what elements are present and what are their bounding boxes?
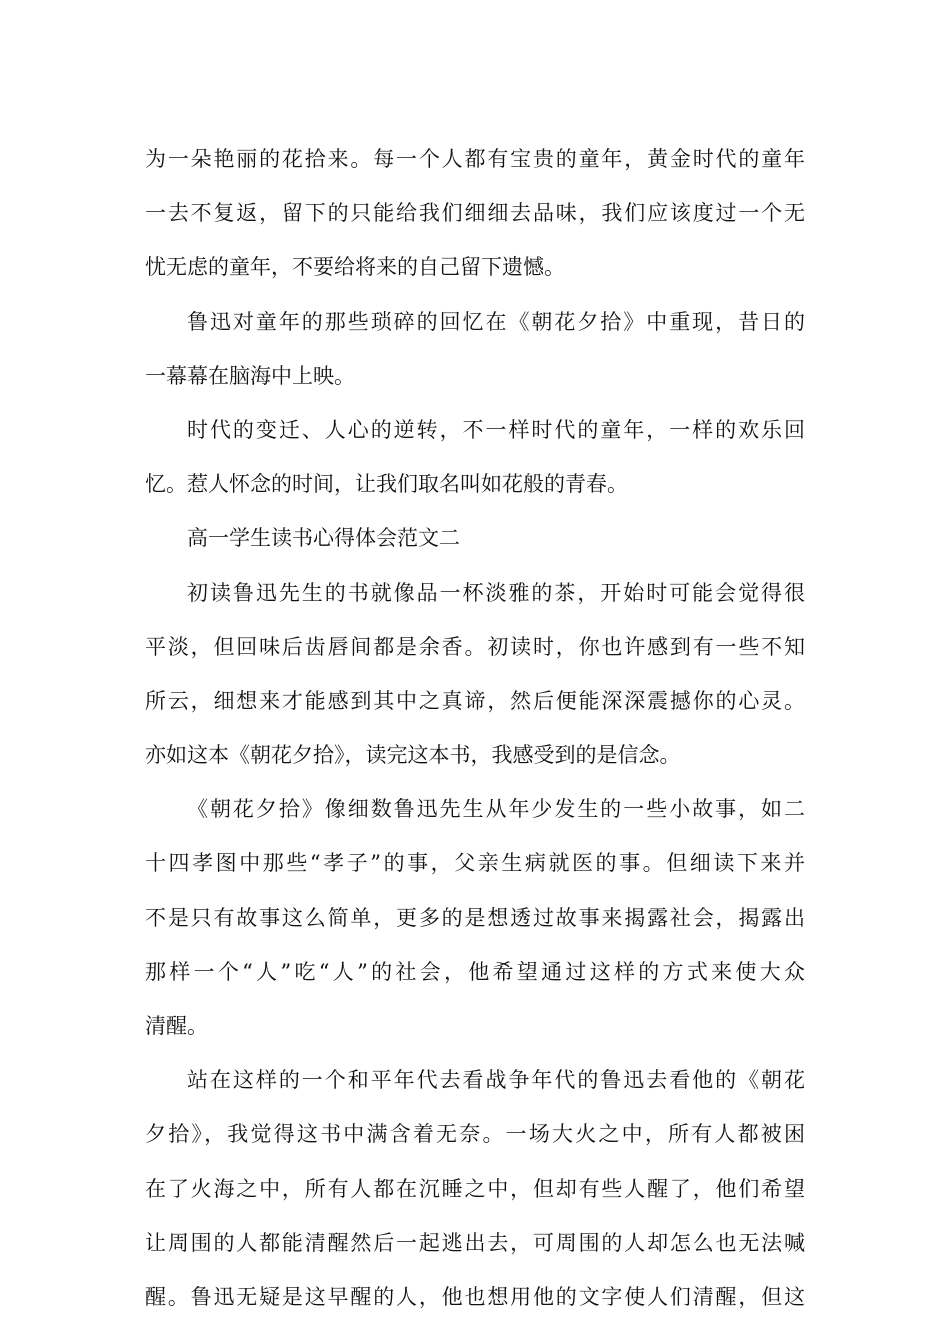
text-line: 时代的变迁、人心的逆转，不一样时代的童年，一样的欢乐回 bbox=[187, 417, 805, 442]
text-line: 初读鲁迅先生的书就像品一杯淡雅的茶，开始时可能会觉得很 bbox=[187, 580, 805, 605]
document-body bbox=[145, 132, 805, 1324]
text-line: 为一朵艳丽的花拾来。每一个人都有宝贵的童年，黄金时代的童年 bbox=[145, 147, 805, 171]
text-line: 高一学生读书心得体会范文二 bbox=[187, 526, 460, 551]
text-line: 站在这样的一个和平年代去看战争年代的鲁迅去看他的《朝花 bbox=[187, 1068, 805, 1093]
text-line: 让周围的人都能清醒然后一起逃出去，可周围的人却怎么也无法喊 bbox=[145, 1230, 805, 1255]
text-line: 亦如这本《朝花夕拾》，读完这本书，我感受到的是信念。 bbox=[145, 743, 681, 768]
text-line: 平淡，但回味后齿唇间都是余香。初读时，你也许感到有一些不知 bbox=[145, 634, 805, 659]
text-line: 一去不复返，留下的只能给我们细细去品味，我们应该度过一个无 bbox=[145, 201, 805, 226]
text-line: 忧无虑的童年，不要给将来的自己留下遗憾。 bbox=[145, 255, 565, 280]
text-line: 忆。惹人怀念的时间，让我们取名叫如花般的青春。 bbox=[145, 472, 628, 497]
text-line: 十四孝图中那些“孝子”的事，父亲生病就医的事。但细读下来并 bbox=[145, 851, 805, 876]
text-line: 所云，细想来才能感到其中之真谛，然后便能深深震撼你的心灵。 bbox=[145, 688, 805, 713]
text-line: 在了火海之中，所有人都在沉睡之中，但却有些人醒了，他们希望 bbox=[145, 1176, 805, 1201]
text-line: 一幕幕在脑海中上映。 bbox=[145, 363, 355, 388]
text-line: 鲁迅对童年的那些琐碎的回忆在《朝花夕拾》中重现，昔日的 bbox=[187, 309, 805, 334]
text-line: 清醒。 bbox=[145, 1014, 208, 1038]
text-line: 醒。鲁迅无疑是这早醒的人，他也想用他的文字使人们清醒，但这 bbox=[145, 1284, 805, 1309]
text-line: 不是只有故事这么简单，更多的是想透过故事来揭露社会，揭露出 bbox=[145, 905, 805, 930]
text-line: 夕拾》，我觉得这书中满含着无奈。一场大火之中，所有人都被困 bbox=[145, 1122, 805, 1147]
text-line: 《朝花夕拾》像细数鲁迅先生从年少发生的一些小故事，如二 bbox=[187, 797, 805, 822]
text-line: 那样一个“人”吃“人”的社会，他希望通过这样的方式来使大众 bbox=[145, 959, 805, 984]
